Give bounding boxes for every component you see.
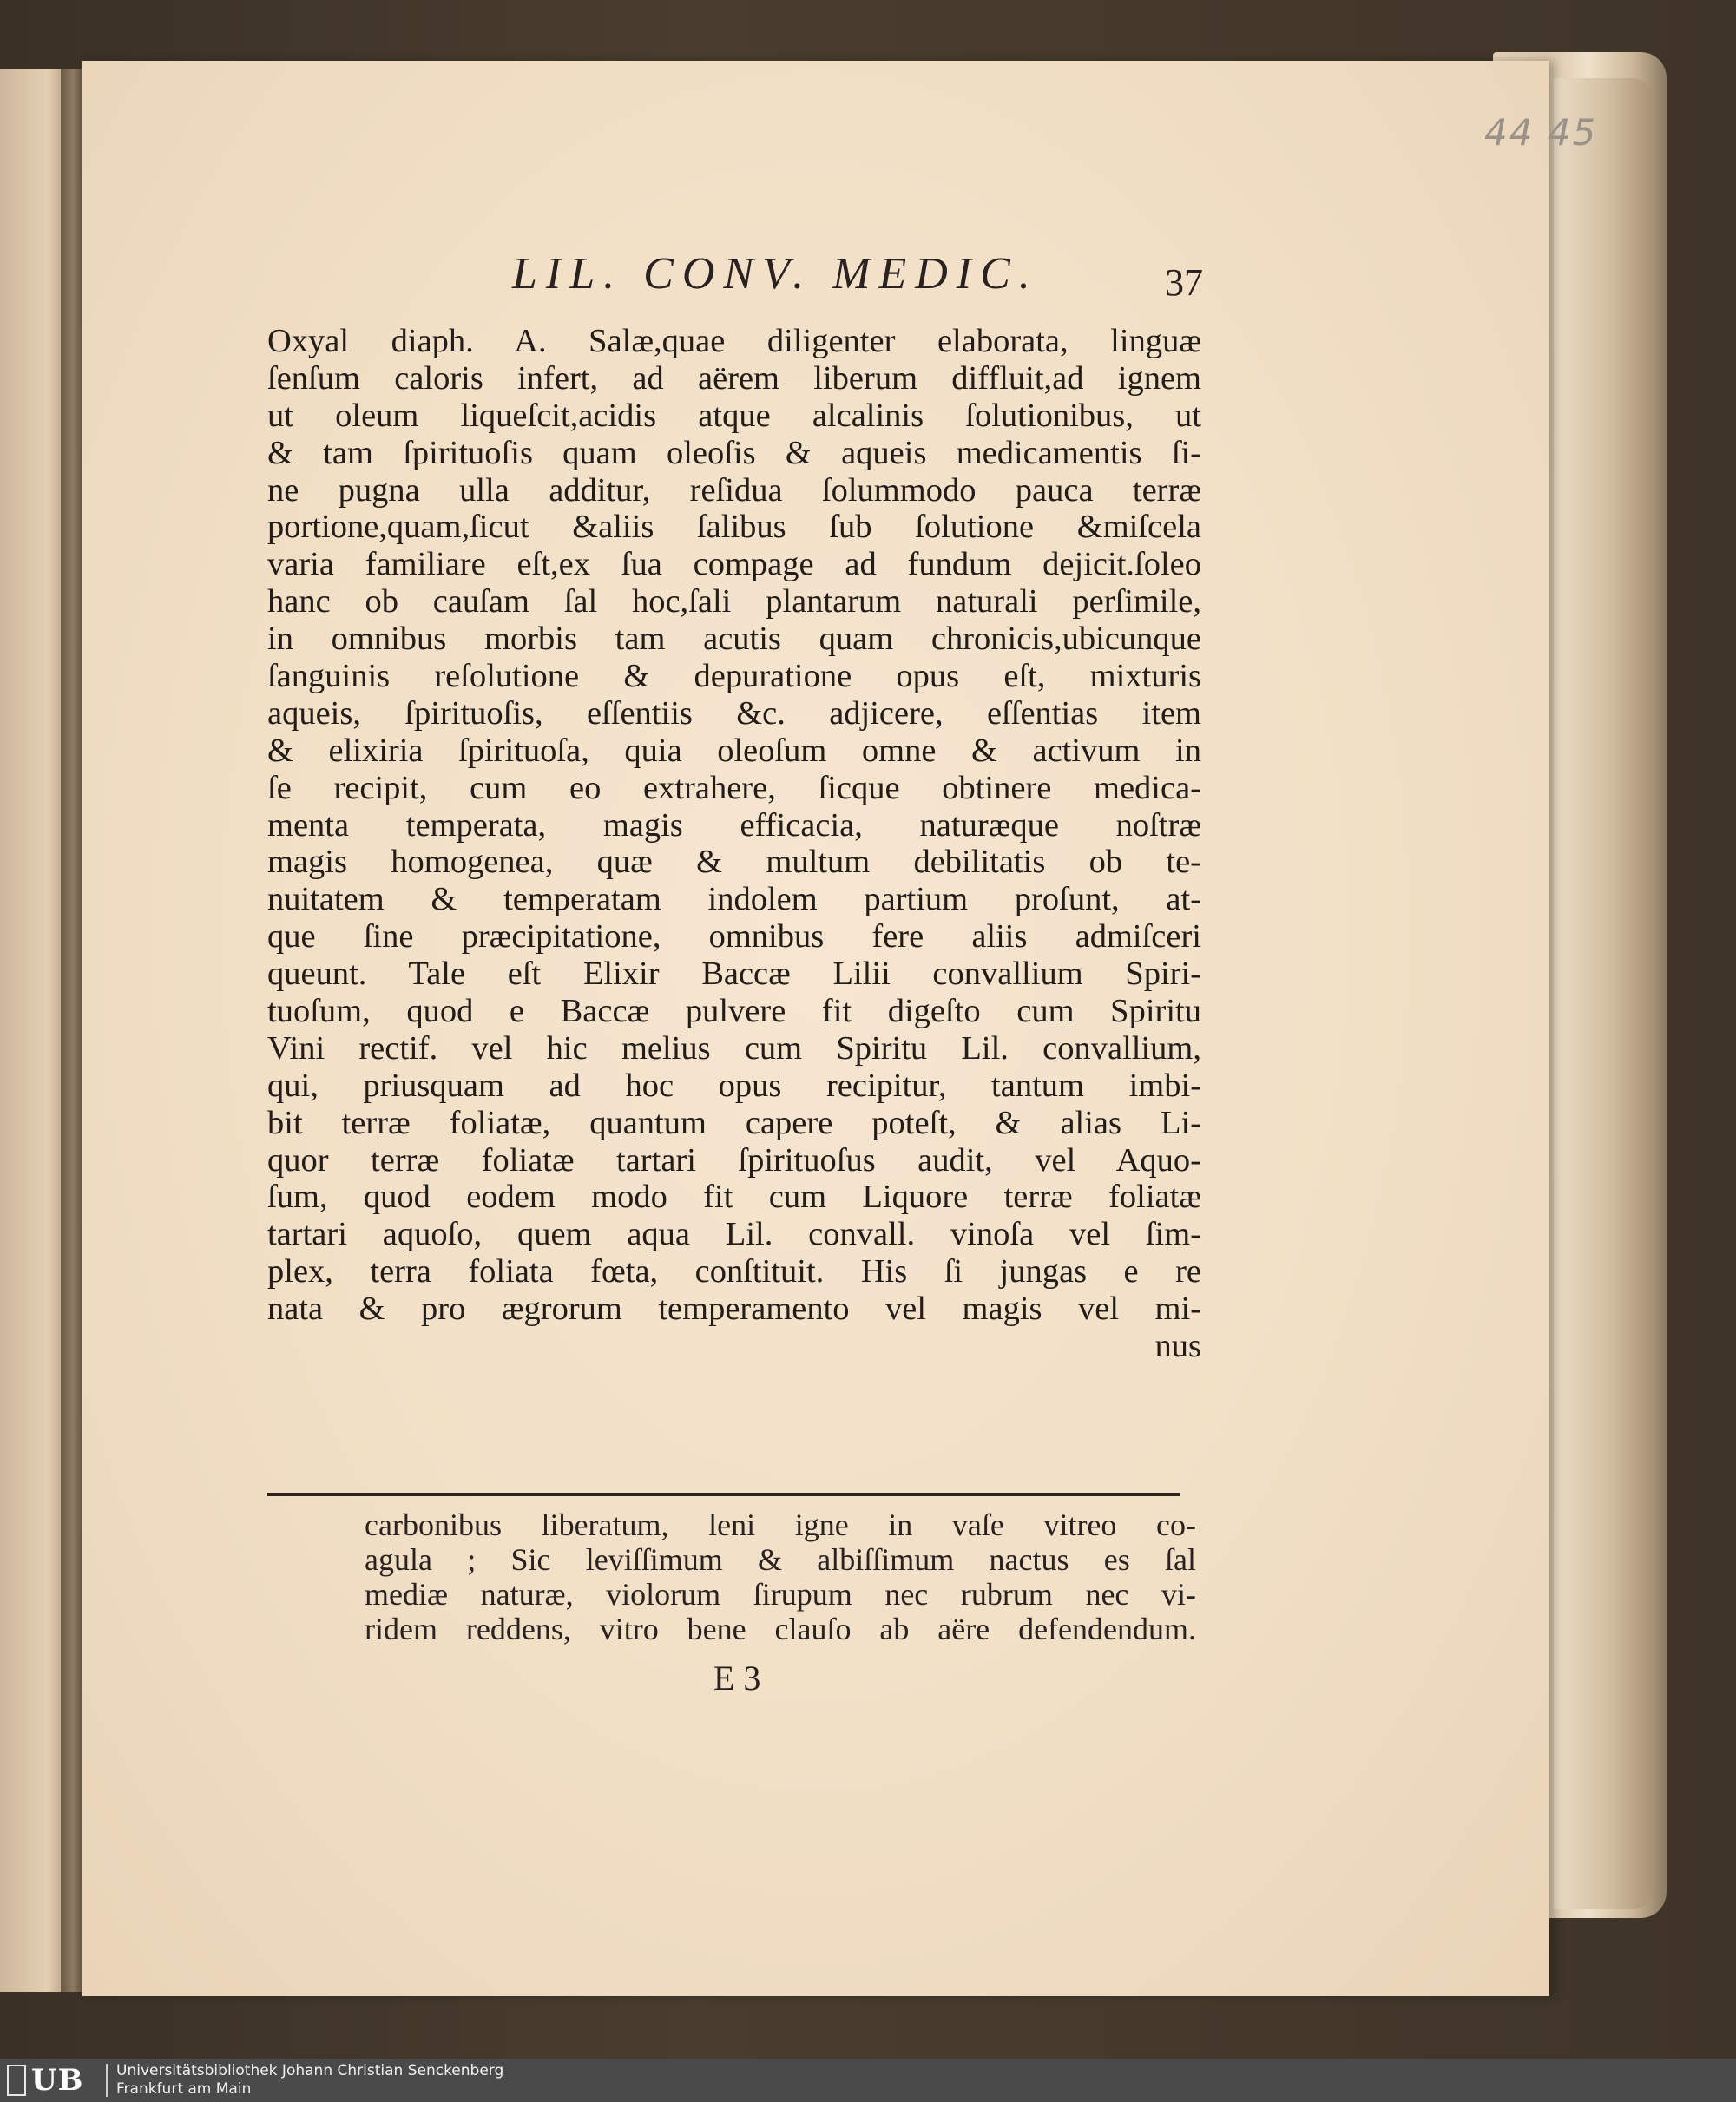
- page-stack-edge-inner: [1554, 78, 1654, 1909]
- text-line: qui, priusquam ad hoc opus recipitur, tantum imbi-: [267, 1067, 1201, 1104]
- text-line: ne pugna ulla additur, reſidua ſolummodo pauca terræ: [267, 471, 1201, 509]
- body-text: [267, 323, 1201, 1365]
- footnote-rule: [267, 1493, 1180, 1496]
- text-line: nuitatem & temperatam indolem partium proſunt, at-: [267, 881, 1201, 918]
- footnote: [365, 1508, 1196, 1646]
- text-line: & elixiria ſpirituoſa, quia oleoſum omne & activum in: [267, 732, 1201, 769]
- book-gutter: [61, 69, 85, 1992]
- text-line: ſanguinis reſolutione & depuratione opus eſt, mixturis: [267, 658, 1201, 695]
- text-line: Oxyal diaph. A. Salæ,quae diligenter elaborata, linguæ: [267, 323, 1201, 359]
- footer-line-1: Universitätsbibliothek Johann Christian Senckenberg: [116, 2062, 504, 2079]
- text-line: ut oleum liqueſcit,acidis atque alcalinis ſolutionibus, ut: [267, 397, 1201, 434]
- text-line: hanc ob cauſam ſal hoc,ſali plantarum naturali perſimile,: [267, 583, 1201, 621]
- text-line: Vini rectif. vel hic melius cum Spiritu Lil. convallium,: [267, 1029, 1201, 1067]
- text-line: ſum, quod eodem modo fit cum Liquore terræ foliatæ: [267, 1179, 1201, 1216]
- pencil-annotation: 44 45: [1484, 111, 1598, 154]
- text-line: ſe recipit, cum eo extrahere, ſicque obtinere medica-: [267, 769, 1201, 806]
- signature-mark: E 3: [713, 1659, 761, 1698]
- logo-square-icon: [7, 2065, 26, 2096]
- text-line: in omnibus morbis tam acutis quam chronicis,ubicunque: [267, 621, 1201, 658]
- text-line: aqueis, ſpirituoſis, eſſentiis &c. adjicere, eſſentias item: [267, 694, 1201, 732]
- logo-text: UB: [31, 2063, 84, 2098]
- text-line: quor terræ foliatæ tartari ſpirituoſus audit, vel Aquo-: [267, 1141, 1201, 1179]
- footer-line-2: Frankfurt am Main: [116, 2080, 252, 2098]
- left-page-edge: [0, 69, 68, 1992]
- text-line: plex, terra foliata fœta, conſtituit. His ſi jungas e re: [267, 1253, 1201, 1291]
- text-line: tartari aquoſo, quem aqua Lil. convall. vinoſa vel ſim-: [267, 1216, 1201, 1253]
- text-line: & tam ſpirituoſis quam oleoſis & aqueis medicamentis ſi-: [267, 434, 1201, 471]
- footnote-line: mediæ naturæ, violorum ſirupum nec rubrum nec vi-: [365, 1577, 1196, 1612]
- text-line: que ſine præcipitatione, omnibus fere aliis admiſceri: [267, 918, 1201, 956]
- text-line: menta temperata, magis efficacia, naturæque noſtræ: [267, 806, 1201, 844]
- text-line: magis homogenea, quæ & multum debilitatis ob te-: [267, 844, 1201, 881]
- footnote-line: agula ; Sic leviſſimum & albiſſimum nactus es ſal: [365, 1542, 1196, 1577]
- library-footer: [0, 2059, 1736, 2102]
- text-line: nata & pro ægrorum temperamento vel magis vel mi-: [267, 1291, 1201, 1328]
- running-head: LIL. CONV. MEDIC.: [512, 249, 1039, 299]
- text-line: portione,quam,ſicut &aliis ſalibus ſub ſolutione &miſcela: [267, 509, 1201, 546]
- footer-institution: [116, 2062, 503, 2099]
- text-line: bit terræ foliatæ, quantum capere poteſt, & alias Li-: [267, 1104, 1201, 1141]
- catchword: nus: [1154, 1328, 1201, 1365]
- text-line: queunt. Tale eſt Elixir Baccæ Lilii convallium Spiri-: [267, 956, 1201, 993]
- footer-divider: [106, 2064, 108, 2097]
- footnote-line: ridem reddens, vitro bene clauſo ab aëre defendendum.: [365, 1612, 1196, 1646]
- footnote-line: carbonibus liberatum, leni igne in vaſe vitreo co-: [365, 1508, 1196, 1542]
- page-number: 37: [1165, 261, 1203, 304]
- text-line: varia familiare eſt,ex ſua compage ad fundum dejicit.ſoleo: [267, 546, 1201, 583]
- text-line: ſenſum caloris infert, ad aërem liberum diffluit,ad ignem: [267, 359, 1201, 397]
- text-line: tuoſum, quod e Baccæ pulvere fit digeſto cum Spiritu: [267, 993, 1201, 1030]
- library-logo: [7, 2062, 102, 2099]
